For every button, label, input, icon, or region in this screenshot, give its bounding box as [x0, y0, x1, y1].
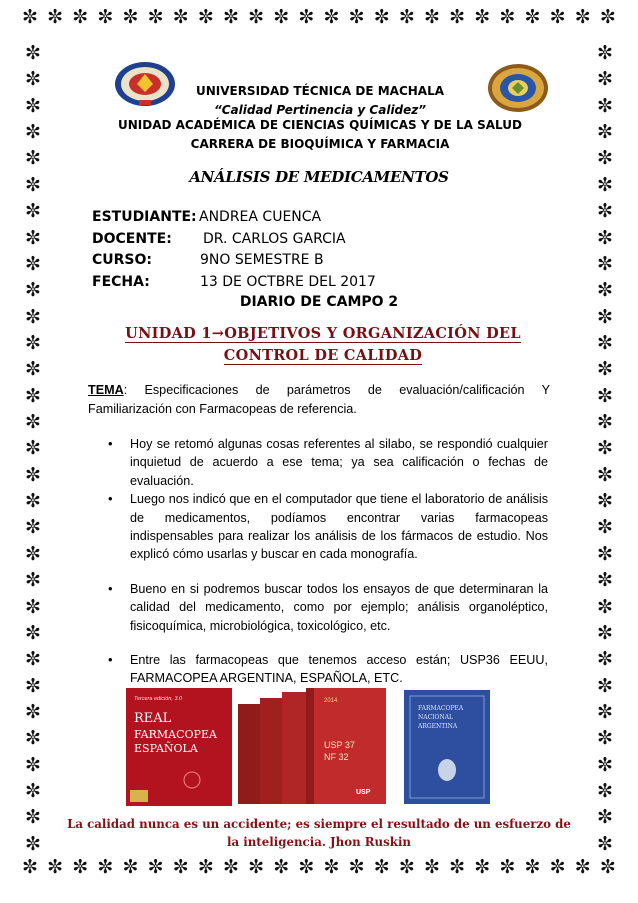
bullet-list-2 — [104, 580, 548, 635]
snowflake-asterisk-icon: ✼ — [25, 358, 41, 381]
arg-line1: FARMACOPEA — [418, 705, 464, 712]
snowflake-asterisk-icon: ✼ — [449, 6, 466, 28]
student-row — [92, 207, 322, 227]
snowflake-asterisk-icon: ✼ — [323, 856, 340, 878]
snowflake-asterisk-icon: ✼ — [25, 147, 41, 170]
snowflake-asterisk-icon: ✼ — [25, 411, 41, 434]
bullet-list-3 — [104, 651, 548, 688]
real-farmacopea-book — [126, 688, 232, 806]
snowflake-asterisk-icon: ✼ — [248, 856, 265, 878]
top-border — [22, 6, 616, 28]
snowflake-asterisk-icon: ✼ — [373, 6, 390, 28]
snowflake-asterisk-icon: ✼ — [499, 6, 516, 28]
usp-title: USP 37 — [324, 740, 355, 750]
snowflake-asterisk-icon: ✼ — [549, 6, 566, 28]
snowflake-asterisk-icon: ✼ — [298, 6, 315, 28]
snowflake-asterisk-icon: ✼ — [25, 226, 41, 249]
snowflake-asterisk-icon: ✼ — [47, 856, 64, 878]
snowflake-asterisk-icon: ✼ — [47, 6, 64, 28]
snowflake-asterisk-icon: ✼ — [25, 200, 41, 223]
snowflake-asterisk-icon: ✼ — [25, 595, 41, 618]
snowflake-asterisk-icon: ✼ — [597, 305, 613, 328]
snowflake-asterisk-icon: ✼ — [597, 753, 613, 776]
snowflake-asterisk-icon: ✼ — [25, 68, 41, 91]
right-border — [594, 44, 616, 854]
snowflake-asterisk-icon: ✼ — [424, 6, 440, 28]
snowflake-asterisk-icon: ✼ — [597, 94, 613, 117]
snowflake-asterisk-icon: ✼ — [298, 856, 315, 878]
snowflake-asterisk-icon: ✼ — [597, 437, 613, 460]
snowflake-asterisk-icon: ✼ — [597, 516, 613, 539]
snowflake-asterisk-icon: ✼ — [474, 6, 491, 28]
snowflake-asterisk-icon: ✼ — [22, 6, 38, 28]
snowflake-asterisk-icon: ✼ — [25, 490, 41, 513]
snowflake-asterisk-icon: ✼ — [97, 856, 114, 878]
snowflake-asterisk-icon: ✼ — [25, 384, 41, 407]
teacher-value: DR. CARLOS GARCIA — [203, 231, 346, 247]
snowflake-asterisk-icon: ✼ — [597, 384, 613, 407]
academic-unit: UNIDAD ACADÉMICA DE CIENCIAS QUÍMICAS Y DE LA SALUD — [118, 118, 522, 132]
document-title-text: ANÁLISIS DE MEDICAMENTOS — [189, 168, 449, 186]
topic-text: : Especificaciones de parámetros de evaluación/calificación Y Familiarización con Farmacopeas de referencia. — [88, 383, 550, 416]
snowflake-asterisk-icon: ✼ — [348, 856, 365, 878]
usp-sub: NF 32 — [324, 752, 349, 762]
unit-heading-line1: UNIDAD 1→OBJETIVOS Y ORGANIZACIÓN DEL — [125, 325, 521, 342]
student-value: ANDREA CUENCA — [199, 209, 322, 225]
real-line3: ESPAÑOLA — [134, 742, 198, 755]
snowflake-asterisk-icon: ✼ — [147, 856, 164, 878]
snowflake-asterisk-icon: ✼ — [323, 6, 340, 28]
university-name: UNIVERSIDAD TÉCNICA DE MACHALA — [195, 84, 445, 98]
snowflake-asterisk-icon: ✼ — [25, 674, 41, 697]
teacher-label: DOCENTE: — [92, 231, 172, 247]
snowflake-asterisk-icon: ✼ — [574, 6, 591, 28]
snowflake-asterisk-icon: ✼ — [597, 595, 613, 618]
student-label: ESTUDIANTE: — [92, 209, 197, 225]
snowflake-asterisk-icon: ✼ — [373, 856, 390, 878]
snowflake-asterisk-icon: ✼ — [597, 727, 613, 750]
snowflake-asterisk-icon: ✼ — [599, 6, 616, 28]
snowflake-asterisk-icon: ✼ — [25, 832, 41, 854]
closing-quote: La calidad nunca es un accidente; es siempre el resultado de un esfuerzo de la inteligencia. Jhon Ruskin — [67, 817, 571, 849]
topic-paragraph — [88, 381, 550, 419]
snowflake-asterisk-icon: ✼ — [172, 856, 189, 878]
snowflake-asterisk-icon: ✼ — [25, 437, 41, 460]
snowflake-asterisk-icon: ✼ — [248, 6, 265, 28]
snowflake-asterisk-icon: ✼ — [398, 6, 415, 28]
snowflake-asterisk-icon: ✼ — [474, 856, 491, 878]
snowflake-asterisk-icon: ✼ — [223, 856, 239, 878]
snowflake-asterisk-icon: ✼ — [597, 674, 613, 697]
snowflake-asterisk-icon: ✼ — [197, 6, 214, 28]
course-row — [92, 250, 324, 270]
snowflake-asterisk-icon: ✼ — [25, 305, 41, 328]
snowflake-asterisk-icon: ✼ — [172, 6, 189, 28]
course-value: 9NO SEMESTRE B — [200, 252, 324, 268]
snowflake-asterisk-icon: ✼ — [25, 700, 41, 723]
snowflake-asterisk-icon: ✼ — [597, 490, 613, 513]
snowflake-asterisk-icon: ✼ — [147, 6, 164, 28]
snowflake-asterisk-icon: ✼ — [549, 856, 566, 878]
teacher-row — [92, 229, 346, 249]
snowflake-asterisk-icon: ✼ — [398, 856, 415, 878]
snowflake-asterisk-icon: ✼ — [597, 331, 613, 354]
list-item: • Luego nos indicó que en el computador que tiene el laboratorio de análisis de medicamentos, podíamos encontrar varias farmacopeas indispensables para realizar los análisis de los fármacos de estudio. Nos explicó cómo usarlas y buscar en cada monografía. — [104, 490, 548, 564]
snowflake-asterisk-icon: ✼ — [597, 200, 613, 223]
university-motto: “Calidad Pertinencia y Calidez” — [214, 103, 426, 117]
snowflake-asterisk-icon: ✼ — [574, 856, 591, 878]
snowflake-asterisk-icon: ✼ — [25, 542, 41, 565]
snowflake-asterisk-icon: ✼ — [597, 358, 613, 381]
field-diary-title: DIARIO DE CAMPO 2 — [239, 294, 399, 310]
snowflake-asterisk-icon: ✼ — [597, 648, 613, 671]
snowflake-asterisk-icon: ✼ — [25, 252, 41, 275]
snowflake-asterisk-icon: ✼ — [97, 6, 114, 28]
document-title — [0, 168, 638, 186]
real-line2: FARMACOPEA — [134, 728, 217, 741]
snowflake-asterisk-icon: ✼ — [197, 856, 214, 878]
snowflake-asterisk-icon: ✼ — [122, 6, 139, 28]
topic-label: TEMA — [88, 383, 124, 397]
date-value: 13 DE OCTBRE DEL 2017 — [200, 274, 376, 290]
real-line1: REAL — [134, 711, 172, 726]
unit-heading — [88, 323, 558, 367]
snowflake-asterisk-icon: ✼ — [597, 68, 613, 91]
snowflake-asterisk-icon: ✼ — [597, 542, 613, 565]
arg-line3: ARGENTINA — [418, 723, 458, 730]
bullet-list-1 — [104, 435, 548, 564]
snowflake-asterisk-icon: ✼ — [25, 753, 41, 776]
snowflake-asterisk-icon: ✼ — [597, 780, 613, 803]
snowflake-asterisk-icon: ✼ — [25, 780, 41, 803]
snowflake-asterisk-icon: ✼ — [597, 252, 613, 275]
snowflake-asterisk-icon: ✼ — [25, 727, 41, 750]
real-edition: Tercera edición, 3.0 — [134, 696, 183, 702]
snowflake-asterisk-icon: ✼ — [597, 569, 613, 592]
left-border — [22, 44, 44, 854]
snowflake-asterisk-icon: ✼ — [597, 44, 613, 64]
snowflake-asterisk-icon: ✼ — [597, 832, 613, 854]
list-item: • Hoy se retomó algunas cosas referentes al silabo, se respondió cualquier inquietud de acuerdo a ese tema; ya sea calificación o fechas de evaluación. — [104, 435, 548, 490]
snowflake-asterisk-icon: ✼ — [25, 569, 41, 592]
snowflake-asterisk-icon: ✼ — [25, 279, 41, 302]
snowflake-asterisk-icon: ✼ — [72, 856, 89, 878]
date-label: FECHA: — [92, 274, 150, 290]
snowflake-asterisk-icon: ✼ — [597, 411, 613, 434]
snowflake-asterisk-icon: ✼ — [597, 621, 613, 644]
snowflake-asterisk-icon: ✼ — [273, 856, 290, 878]
snowflake-asterisk-icon: ✼ — [348, 6, 365, 28]
course-label: CURSO: — [92, 252, 153, 268]
snowflake-asterisk-icon: ✼ — [25, 173, 41, 196]
snowflake-asterisk-icon: ✼ — [449, 856, 466, 878]
snowflake-asterisk-icon: ✼ — [597, 463, 613, 486]
snowflake-asterisk-icon: ✼ — [597, 226, 613, 249]
snowflake-asterisk-icon: ✼ — [25, 94, 41, 117]
snowflake-asterisk-icon: ✼ — [25, 621, 41, 644]
snowflake-asterisk-icon: ✼ — [597, 279, 613, 302]
snowflake-asterisk-icon: ✼ — [273, 6, 290, 28]
snowflake-asterisk-icon: ✼ — [597, 121, 613, 144]
list-item: • Bueno en si podremos buscar todos los ensayos de que determinaran la calidad del medicamento, como por ejemplo; análisis organoléptico, fisicoquímica, microbiológica, toxicológico, etc. — [104, 580, 548, 635]
pharmacopoeia-books-image — [120, 686, 500, 810]
snowflake-asterisk-icon: ✼ — [597, 700, 613, 723]
snowflake-asterisk-icon: ✼ — [25, 121, 41, 144]
snowflake-asterisk-icon: ✼ — [597, 173, 613, 196]
snowflake-asterisk-icon: ✼ — [25, 44, 41, 64]
snowflake-asterisk-icon: ✼ — [25, 806, 41, 829]
arg-line2: NACIONAL — [418, 714, 454, 721]
snowflake-asterisk-icon: ✼ — [72, 6, 89, 28]
snowflake-asterisk-icon: ✼ — [223, 6, 239, 28]
snowflake-asterisk-icon: ✼ — [25, 331, 41, 354]
usp-books — [238, 688, 386, 804]
list-item: • Entre las farmacopeas que tenemos acceso están; USP36 EEUU, FARMACOPEA ARGENTINA, ESPAÑOLA, ETC. — [104, 651, 548, 688]
snowflake-asterisk-icon: ✼ — [597, 806, 613, 829]
snowflake-asterisk-icon: ✼ — [122, 856, 139, 878]
snowflake-asterisk-icon: ✼ — [25, 516, 41, 539]
farmacopea-argentina-book — [404, 690, 490, 804]
unit-heading-line2: CONTROL DE CALIDAD — [223, 347, 423, 364]
usp-brand: USP — [356, 789, 371, 796]
snowflake-asterisk-icon: ✼ — [22, 856, 38, 878]
career-name: CARRERA DE BIOQUÍMICA Y FARMACIA — [190, 137, 450, 151]
snowflake-asterisk-icon: ✼ — [25, 463, 41, 486]
snowflake-asterisk-icon: ✼ — [599, 856, 616, 878]
usp-year: 2014 — [324, 698, 338, 704]
snowflake-asterisk-icon: ✼ — [424, 856, 440, 878]
snowflake-asterisk-icon: ✼ — [524, 6, 541, 28]
snowflake-asterisk-icon: ✼ — [25, 648, 41, 671]
snowflake-asterisk-icon: ✼ — [499, 856, 516, 878]
bottom-border — [22, 856, 616, 878]
date-row — [92, 272, 376, 292]
snowflake-asterisk-icon: ✼ — [524, 856, 541, 878]
snowflake-asterisk-icon: ✼ — [597, 147, 613, 170]
